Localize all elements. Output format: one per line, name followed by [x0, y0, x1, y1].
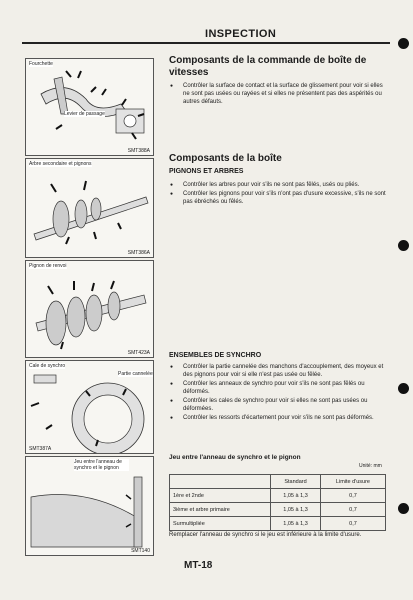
shift-fork-illustration	[26, 59, 153, 155]
synchro-clearance-illustration	[26, 457, 153, 555]
table-unit: Unité: mm	[359, 463, 382, 469]
bullet-item: ● Contrôler la surface de contact et la surface de glissement pour voir si elles ne sont pas usées ou rayées et si elles ne présentent pas des aspérités ou autres défauts.	[169, 82, 391, 106]
table-cell: 1,05 à 1,3	[271, 517, 321, 531]
table-row	[170, 503, 386, 517]
table-cell: 0,7	[320, 489, 385, 503]
table-header-cell	[170, 475, 271, 489]
figure-callout: Partie cannelée	[118, 371, 153, 377]
figure-counter-gear	[25, 260, 154, 358]
figure-code: SMT423A	[127, 350, 150, 356]
bullet-item: ● Contrôler les cales de synchro pour voir si elles ne sont pas usées ou déformées.	[169, 397, 391, 413]
bullet-list	[169, 82, 391, 107]
figure-code: SMT388A	[127, 148, 150, 154]
page-number: MT-18	[184, 560, 213, 571]
thumb-tab-marker	[398, 240, 409, 251]
table-row	[170, 489, 386, 503]
table-cell: 3ième et arbre primaire	[170, 503, 271, 517]
replacement-note: Remplacer l'anneau de synchro si le jeu est inférieure à la limite d'usure.	[169, 532, 362, 538]
figure-code: SMT140	[131, 548, 150, 554]
table-cell: 0,7	[320, 503, 385, 517]
counter-gear-illustration	[26, 261, 153, 357]
subsection-title: PIGNONS ET ARBRES	[169, 168, 244, 175]
table-cell: 0,7	[320, 517, 385, 531]
bullet-list	[169, 363, 391, 423]
figure-label: Pignon de renvoi	[29, 263, 67, 269]
table-header-cell: Standard	[271, 475, 321, 489]
figure-code: SMT387A	[29, 446, 52, 452]
thumb-tab-marker	[398, 503, 409, 514]
section-title: Composants de la boîte	[169, 153, 282, 164]
figure-code: SMT386A	[127, 250, 150, 256]
figure-callout: Levier de passage	[64, 111, 105, 117]
bullet-item: ● Contrôler les pignons pour voir s'ils n'ont pas d'usure excessive, s'ils ne sont pas ébréchés ou fêlés.	[169, 190, 391, 206]
table-row	[170, 517, 386, 531]
header-rule	[22, 42, 390, 44]
figure-label: Arbre secondaire et pignons	[29, 161, 92, 167]
clearance-table	[169, 474, 386, 531]
bullet-item: ● Contrôler les arbres pour voir s'ils ne sont pas fêlés, usés ou pliés.	[169, 181, 391, 189]
table-header-cell: Limite d'usure	[320, 475, 385, 489]
thumb-tab-marker	[398, 383, 409, 394]
figure-shift-fork	[25, 58, 154, 156]
section-title: Composants de la commande de boîte de vitesses	[169, 55, 367, 78]
figure-synchro	[25, 360, 154, 454]
figure-label: Jeu entre l'anneau de synchro et le pignon	[74, 459, 129, 471]
page-header: INSPECTION	[205, 28, 277, 40]
figure-label: Cale de synchro	[29, 363, 66, 369]
figure-mainshaft-gears	[25, 158, 154, 258]
table-cell: 1,05 à 1,3	[271, 489, 321, 503]
figure-label: Fourchette	[29, 61, 53, 67]
table-cell: 1ère et 2nde	[170, 489, 271, 503]
mainshaft-illustration	[26, 159, 153, 257]
table-cell: Surmultipliée	[170, 517, 271, 531]
bullet-item: ● Contrôler les anneaux de synchro pour voir s'ils ne sont pas fêlés ou déformés.	[169, 380, 391, 396]
figure-synchro-clearance	[25, 456, 154, 556]
subsection-title: ENSEMBLES DE SYNCHRO	[169, 352, 262, 359]
bullet-item: ● Contrôler la partie cannelée des manchons d'accouplement, des moyeux et des pignons pour voir si elle n'est pas usée ou fêlée.	[169, 363, 391, 379]
thumb-tab-marker	[398, 38, 409, 49]
table-title: Jeu entre l'anneau de synchro et le pignon	[169, 454, 301, 461]
table-cell: 1,05 à 1,3	[271, 503, 321, 517]
bullet-list	[169, 181, 391, 207]
bullet-item: ● Contrôler les ressorts d'écartement pour voir s'ils ne sont pas déformés.	[169, 414, 391, 422]
table-header-row	[170, 475, 386, 489]
